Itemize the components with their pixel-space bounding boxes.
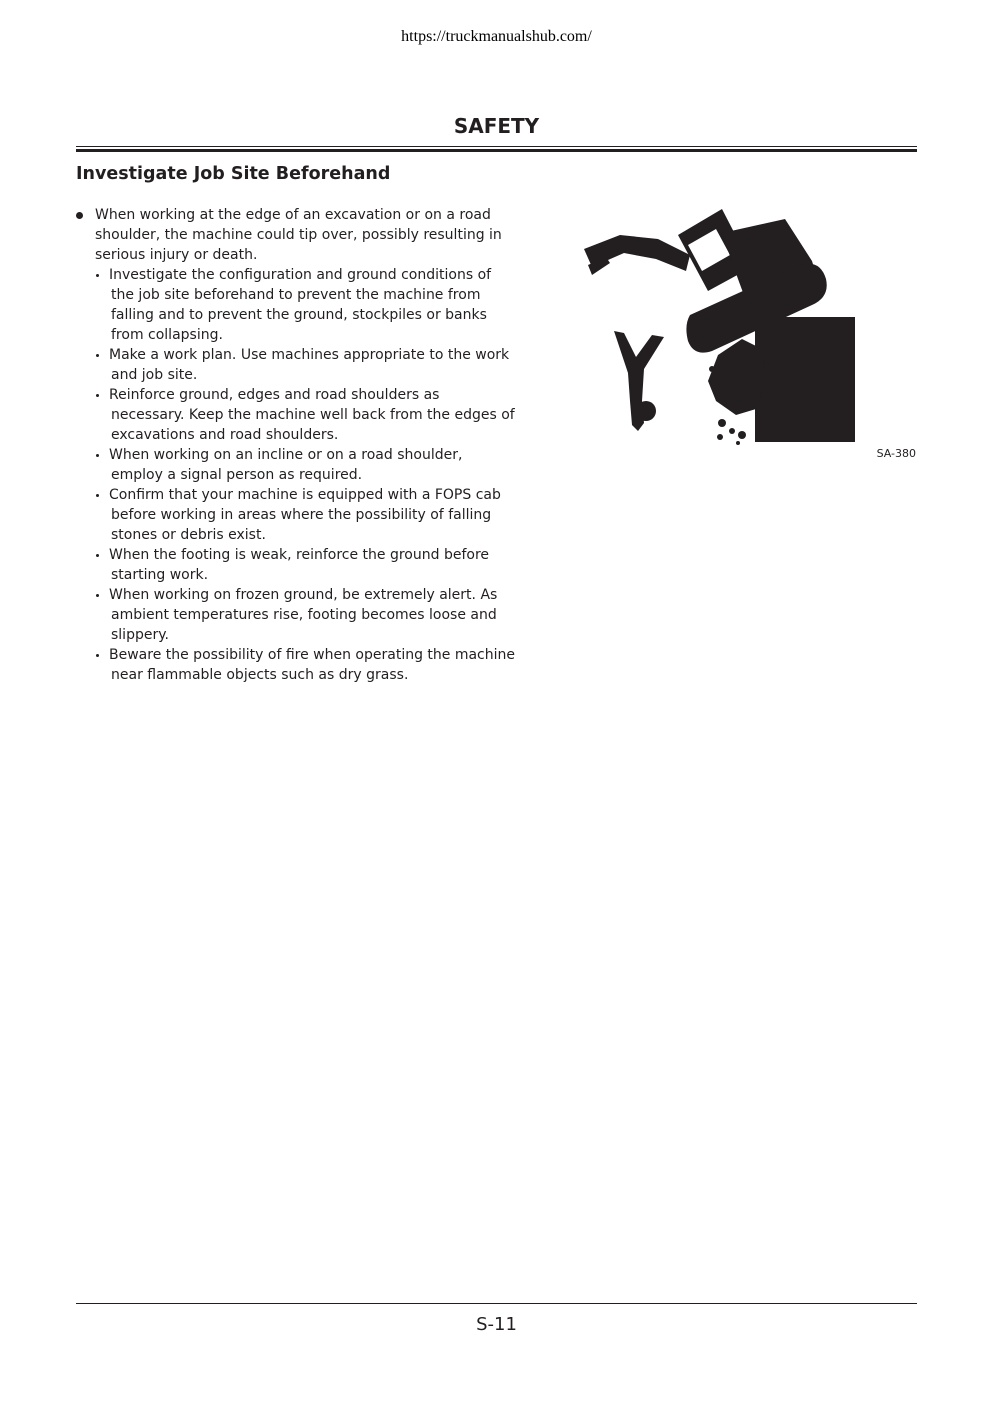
sub-item [76,485,516,545]
source-url: https://truckmanualshub.com/ [401,28,592,45]
sub-item [76,265,516,345]
sub-item-text: Investigate the configuration and ground conditions of the job site beforehand to prevent the machine from falling and to prevent the ground, stockpiles or banks from collapsing. [109,267,492,343]
section-title: SAFETY [453,114,540,138]
title-divider-thin [76,146,917,147]
falling-rock [708,339,766,415]
bullet-dot-icon [76,212,83,219]
sub-item-text: Beware the possibility of fire when operating the machine near flammable objects such as dry grass. [109,647,516,683]
footer-divider [76,1303,917,1304]
sub-item [76,645,516,685]
sub-item [76,445,516,485]
sub-item [76,545,516,585]
sub-item [76,345,516,385]
main-bullet-text: When working at the edge of an excavation or on a road shoulder, the machine could tip over, possibly resulting in serious injury or death. [95,207,502,263]
ground-block [755,317,855,442]
debris-piece [709,366,715,372]
sub-bullet-icon [96,494,99,497]
sub-item-text: Reinforce ground, edges and road shoulders as necessary. Keep the machine well back from the edges of excavations and road shoulders. [109,387,515,443]
debris-piece [729,428,735,434]
main-bullet [76,205,516,265]
debris-piece [763,362,769,368]
page-number: S-11 [476,1314,517,1335]
sub-item-text: Make a work plan. Use machines appropriate to the work and job site. [109,347,510,383]
sub-item-text: When working on frozen ground, be extremely alert. As ambient temperatures rise, footing becomes loose and slippery. [109,587,498,643]
topic-heading: Investigate Job Site Beforehand [76,164,391,184]
sub-bullet-icon [96,594,99,597]
sub-bullet-icon [96,274,99,277]
debris-piece [736,441,740,445]
excavator-tipping-icon [580,205,860,445]
sub-bullet-icon [96,554,99,557]
debris-piece [738,431,746,439]
sub-bullet-icon [96,354,99,357]
sub-bullet-icon [96,654,99,657]
safety-content [76,205,516,685]
debris-piece [761,392,767,398]
sub-item [76,585,516,645]
sub-item [76,385,516,445]
title-divider-thick [76,149,917,152]
sub-bullet-icon [96,394,99,397]
sub-item-text: When the footing is weak, reinforce the ground before starting work. [109,547,490,583]
sub-bullet-icon [96,454,99,457]
sub-item-text: Confirm that your machine is equipped with a FOPS cab before working in areas where the possibility of falling stones or debris exist. [109,487,501,543]
debris-piece [717,434,723,440]
figure-id: SA-380 [876,447,916,460]
sub-item-text: When working on an incline or on a road shoulder, employ a signal person as required. [109,447,463,483]
debris-piece [718,419,726,427]
person-head [636,401,656,421]
